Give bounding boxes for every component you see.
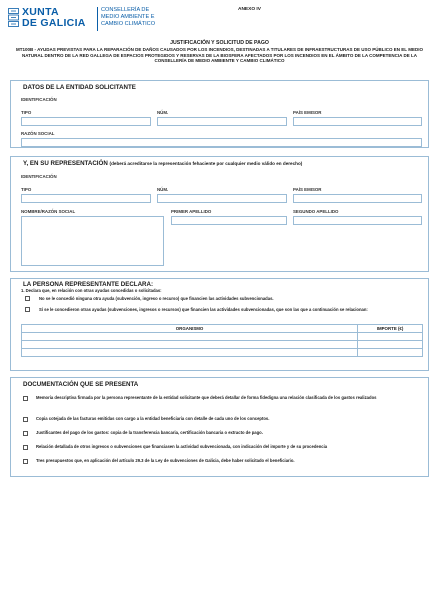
rep-pais-field[interactable] [293,194,422,203]
department-name [101,7,155,28]
importe-cell[interactable] [358,349,423,357]
documentation-section [10,377,429,477]
form-title: JUSTIFICACIÓN Y SOLICITUD DE PAGO [170,40,269,46]
declaration-point-1: 1. Declara que, en relación con otras ayudas concedidas o solicitadas: [21,288,162,293]
entity-pais-label: PAÍS EMISOR [293,110,322,115]
logo-divider [97,7,98,31]
other-aid-table [21,324,423,357]
representative-title: Y, EN SU REPRESENTACIÓN [23,160,108,167]
page-header [8,6,433,36]
annex-label: ANEXO IV [238,7,261,12]
importe-cell[interactable] [358,341,423,349]
rep-num-label: NÚM. [157,187,169,192]
dept-line1: CONSELLERÍA DE [101,7,150,13]
brand-line2: DE GALICIA [22,17,86,29]
rep-apellido1-field[interactable] [171,216,287,225]
organismo-cell[interactable] [22,341,358,349]
other-aid-checkbox[interactable] [25,307,30,312]
declaration-section-title: LA PERSONA REPRESENTANTE DECLARA: [23,281,154,288]
entity-section [10,80,429,148]
doc-item-4-text: Relación detallada de otros ingresos o subvenciones que financiasen la actividad subvencionada, con indicación del importe y de su procedencia [36,444,328,449]
table-row [22,341,423,349]
rep-pais-label: PAÍS EMISOR [293,187,322,192]
form-title-block [10,40,429,64]
table-header-row [22,325,423,333]
documentation-section-title: DOCUMENTACIÓN QUE SE PRESENTA [23,381,139,388]
rep-tipo-label: TIPO [21,187,32,192]
doc-item-5-checkbox[interactable] [23,459,28,464]
importe-header: IMPORTE (€) [358,325,423,333]
xunta-logo [8,6,178,34]
rep-num-field[interactable] [157,194,287,203]
entity-num-field[interactable] [157,117,287,126]
form-subtitle: MT100B - AYUDAS PREVISTAS PARA LA REPARACIÓN DE DAÑOS CAUSADOS POR LOS INCENDIOS, DESTINADAS A TITULARES DE INFRAESTRUCTURAS DE USO PÚBLICO EN EL MEDIO NATURAL DENTRO DE LA RED GALLEGA DE ESPACIOS PROTEGIDOS Y RESERVAS DE LA BIOSFERA AFECTADOS POR LOS INCENDIOS EN EL ÁMBITO DE LA COMPETENCIA DE LA CONSELLERÍA DE MEDIO AMBIENTE Y CAMBIO CLIMÁTICO [16,47,423,64]
entity-pais-field[interactable] [293,117,422,126]
xunta-emblem-icon [8,8,19,30]
importe-cell[interactable] [358,333,423,341]
rep-apellido1-label: PRIMER APELLIDO [171,209,212,214]
rep-tipo-field[interactable] [21,194,151,203]
representative-section-title [23,160,302,168]
entity-section-title: DATOS DE LA ENTIDAD SOLICITANTE [23,84,136,91]
rep-nombre-field[interactable] [21,216,164,266]
dept-line3: CAMBIO CLIMÁTICO [101,21,156,27]
doc-item-3-checkbox[interactable] [23,431,28,436]
dept-line2: MEDIO AMBIENTE E [101,14,155,20]
organismo-header: ORGANISMO [22,325,358,333]
table-row [22,349,423,357]
entity-tipo-field[interactable] [21,117,151,126]
doc-item-1-checkbox[interactable] [23,396,28,401]
doc-item-2-text: Copia cotejada de las facturas emitidas con cargo a la entidad beneficiaria con detalle de cada uno de los conceptos. [36,416,270,421]
table-row [22,333,423,341]
doc-item-5-text: Tres presupuestos que, en aplicación del artículo 29.3 de la Ley de subvenciones de Galicia, debe haber solicitado el beneficiario. [36,458,295,463]
declaration-section [10,278,429,371]
rep-apellido2-field[interactable] [293,216,422,225]
entity-razon-label: RAZÓN SOCIAL [21,131,55,136]
entity-identification-label: IDENTIFICACIÓN [21,97,57,102]
no-other-aid-checkbox[interactable] [25,296,30,301]
brand-name [22,7,86,29]
representative-note: (deberá acreditarse la representación fehaciente por cualquier medio válido en derecho) [109,161,303,166]
representative-section [10,156,429,272]
organismo-cell[interactable] [22,349,358,357]
entity-num-label: NÚM. [157,110,169,115]
rep-identification-label: IDENTIFICACIÓN [21,174,57,179]
doc-item-3-text: Justificantes del pago de los gastos: copia de la transferencia bancaria, certificación bancaria o extracto de pago. [36,430,263,435]
doc-item-4-checkbox[interactable] [23,445,28,450]
brand-line1: XUNTA [22,6,59,18]
organismo-cell[interactable] [22,333,358,341]
entity-razon-field[interactable] [21,138,422,147]
doc-item-2-checkbox[interactable] [23,417,28,422]
rep-apellido2-label: SEGUNDO APELLIDO [293,209,339,214]
entity-tipo-label: TIPO [21,110,32,115]
doc-item-1-text: Memoria descriptiva firmada por la persona representante de la entidad solicitante que deberá detallar de forma fidedigna una relación clasificada de los gastos realizados [36,395,377,400]
no-other-aid-text: No se le concedió ninguna otra ayuda (subvención, ingreso o recurso) que financien las actividades subvencionadas. [39,296,274,301]
rep-nombre-label: NOMBRE/RAZÓN SOCIAL [21,209,76,214]
other-aid-text: Sí se le concedieron otras ayudas (subvenciones, ingresos o recursos) que financien las actividades subvencionadas, que son las que a continuación se relacionan: [39,307,368,312]
